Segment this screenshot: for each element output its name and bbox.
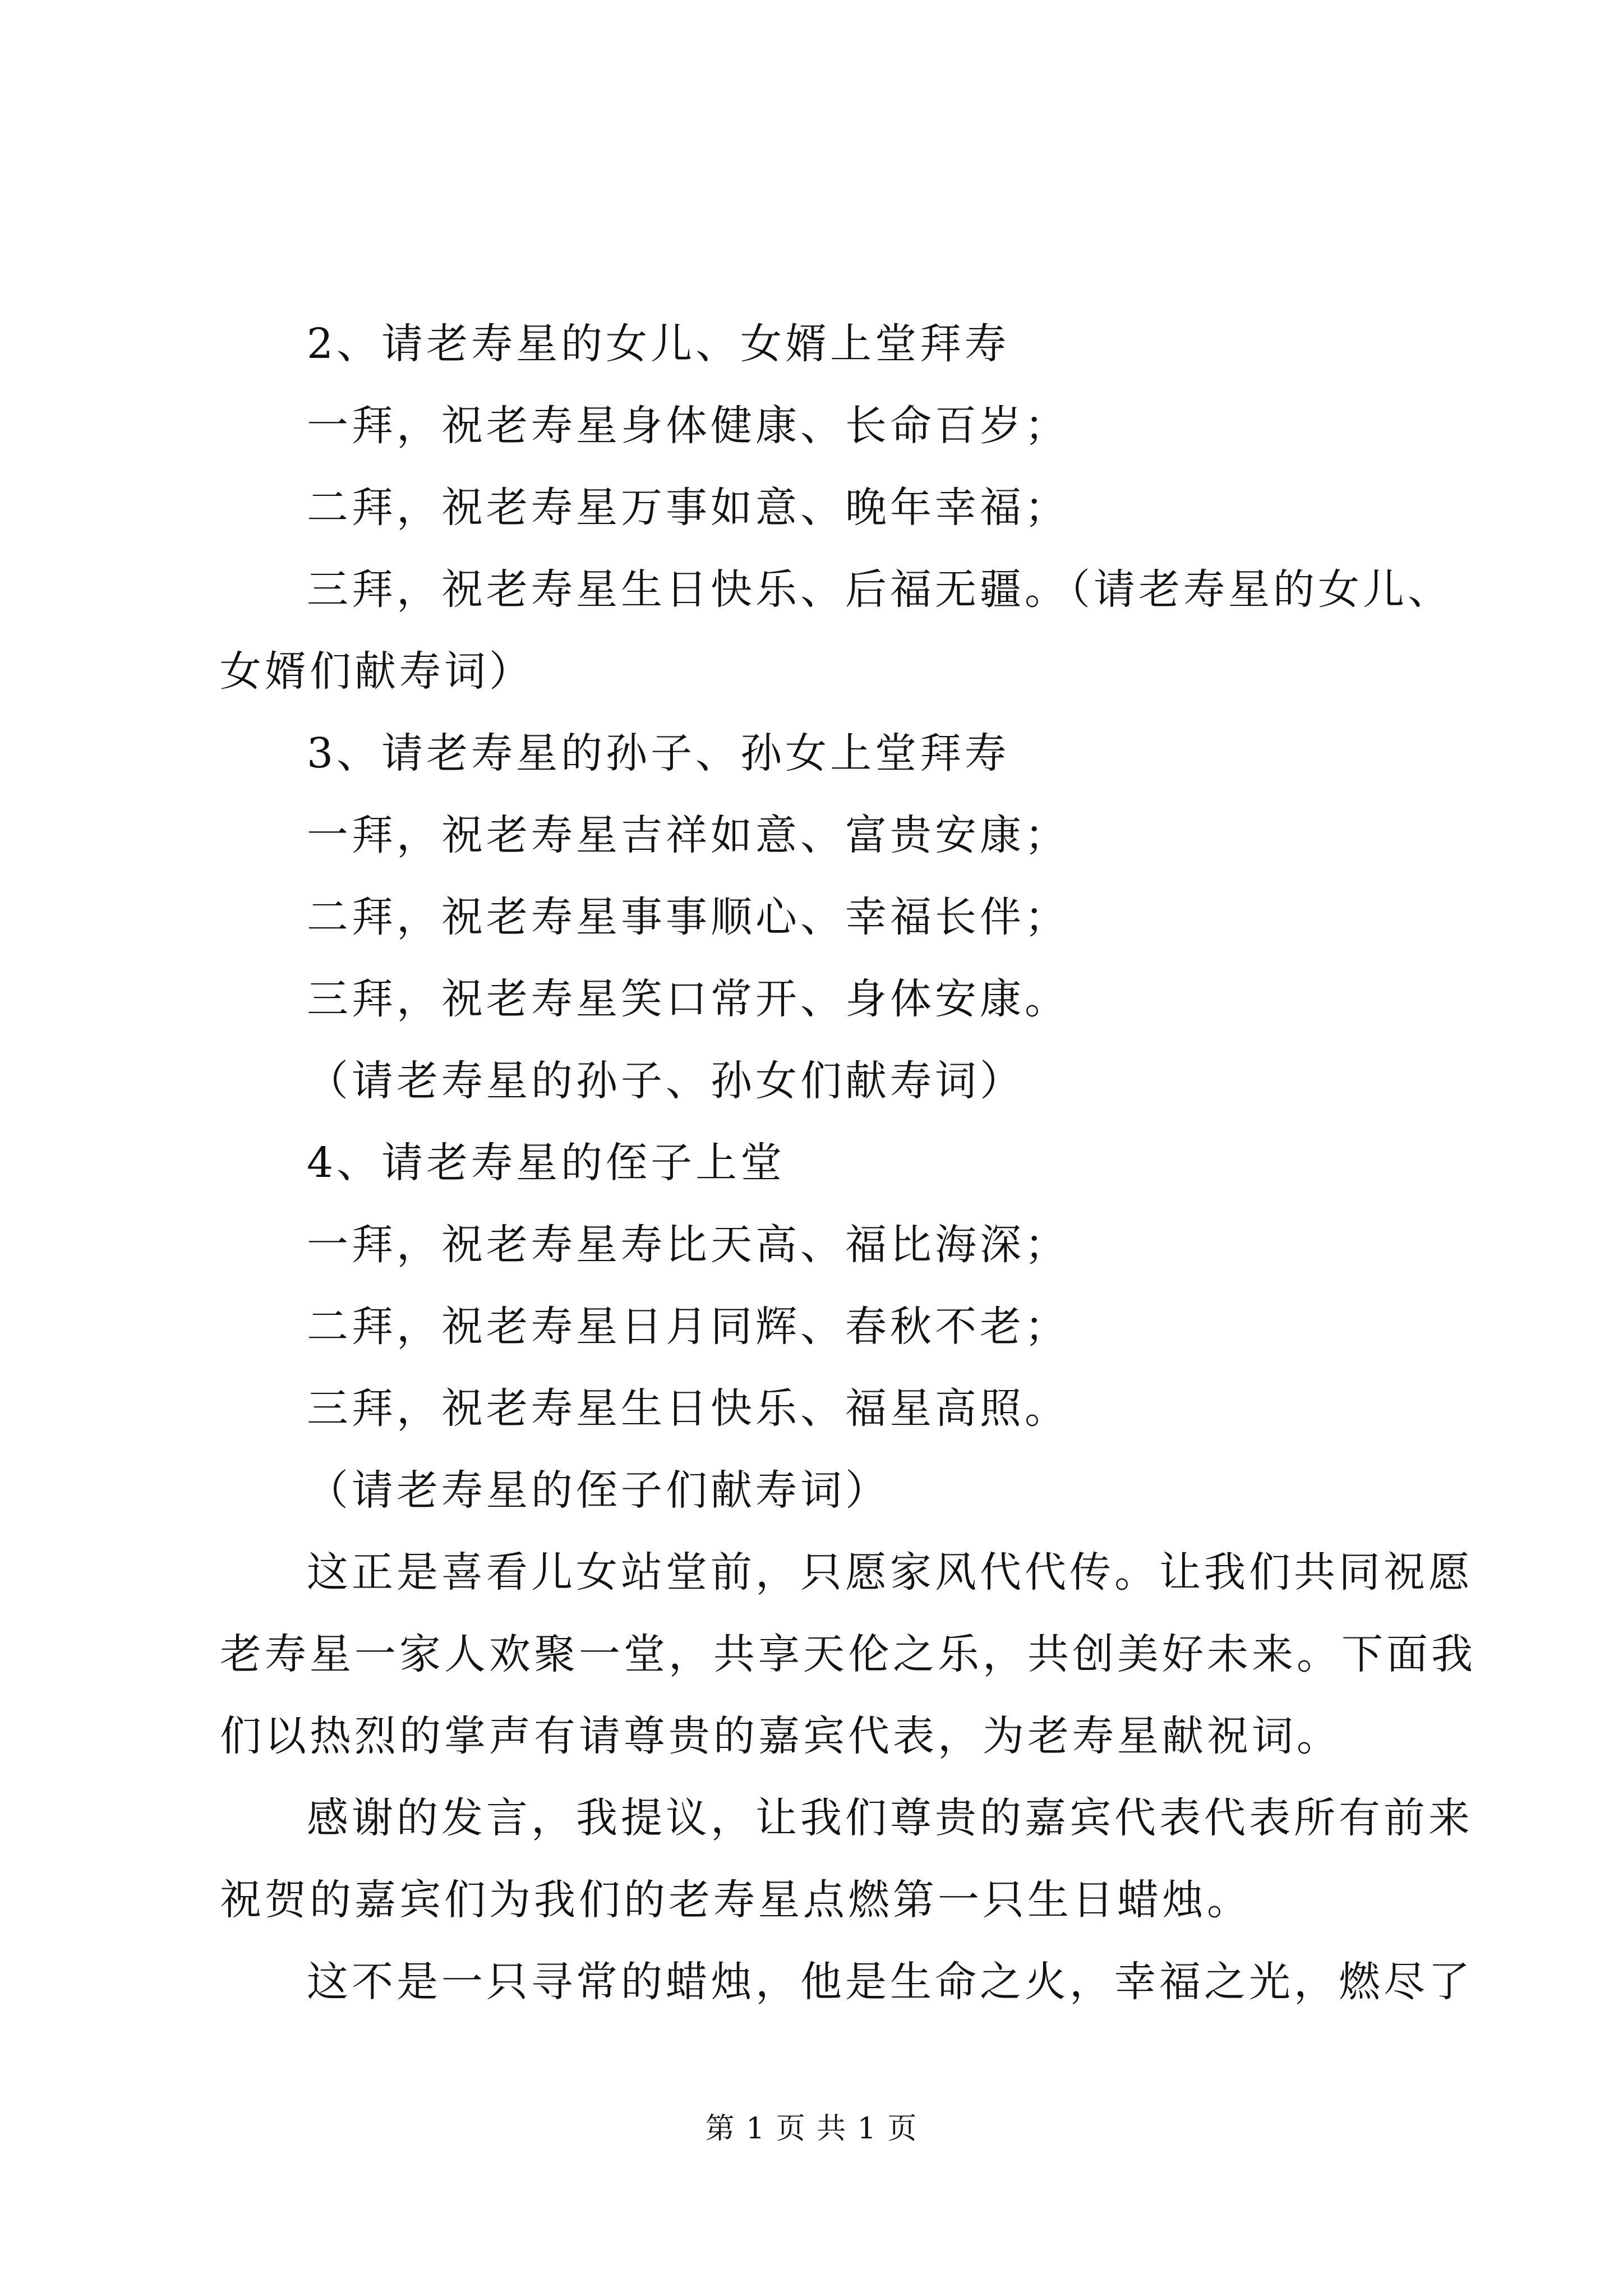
text-line: 二拜，祝老寿星万事如意、晚年幸福； <box>307 484 1069 532</box>
page-footer: 第 1 页 共 1 页 <box>705 2112 918 2146</box>
text-line: 三拜，祝老寿星生日快乐、福星高照。 <box>307 1384 1069 1433</box>
text-line: 这正是喜看儿女站堂前，只愿家风代代传。让我们共同祝愿 <box>307 1548 1473 1596</box>
text-line: 三拜，祝老寿星笑口常开、身体安康。 <box>307 975 1069 1023</box>
text-line: 这不是一只寻常的蜡烛，他是生命之火，幸福之光，燃尽了 <box>307 1958 1473 2006</box>
text-line: 二拜，祝老寿星事事顺心、幸福长伴； <box>307 893 1069 941</box>
text-line: 女婿们献寿词） <box>220 647 534 696</box>
text-line: 2、请老寿星的女儿、女婿上堂拜寿 <box>307 320 1010 368</box>
text-line: （请老寿星的孙子、孙女们献寿词） <box>307 1057 1025 1105</box>
text-line: 二拜，祝老寿星日月同辉、春秋不老； <box>307 1303 1069 1351</box>
text-line: 一拜，祝老寿星身体健康、长命百岁； <box>307 402 1069 450</box>
text-line: 一拜，祝老寿星寿比天高、福比海深； <box>307 1221 1069 1269</box>
text-line: 3、请老寿星的孙子、孙女上堂拜寿 <box>307 729 1010 777</box>
text-line: 们以热烈的掌声有请尊贵的嘉宾代表，为老寿星献祝词。 <box>220 1712 1341 1760</box>
text-line: （请老寿星的侄子们献寿词） <box>307 1466 890 1515</box>
text-line: 三拜，祝老寿星生日快乐、后福无疆。（请老寿星的女儿、 <box>307 565 1453 614</box>
text-line: 老寿星一家人欢聚一堂，共享天伦之乐，共创美好未来。下面我 <box>220 1630 1476 1678</box>
text-line: 一拜，祝老寿星吉祥如意、富贵安康； <box>307 811 1069 859</box>
text-line: 祝贺的嘉宾们为我们的老寿星点燃第一只生日蜡烛。 <box>220 1876 1252 1924</box>
text-line: 4、请老寿星的侄子上堂 <box>307 1139 786 1187</box>
document-body <box>220 303 1476 2023</box>
text-line: 感谢的发言，我提议，让我们尊贵的嘉宾代表代表所有前来 <box>307 1794 1473 1842</box>
